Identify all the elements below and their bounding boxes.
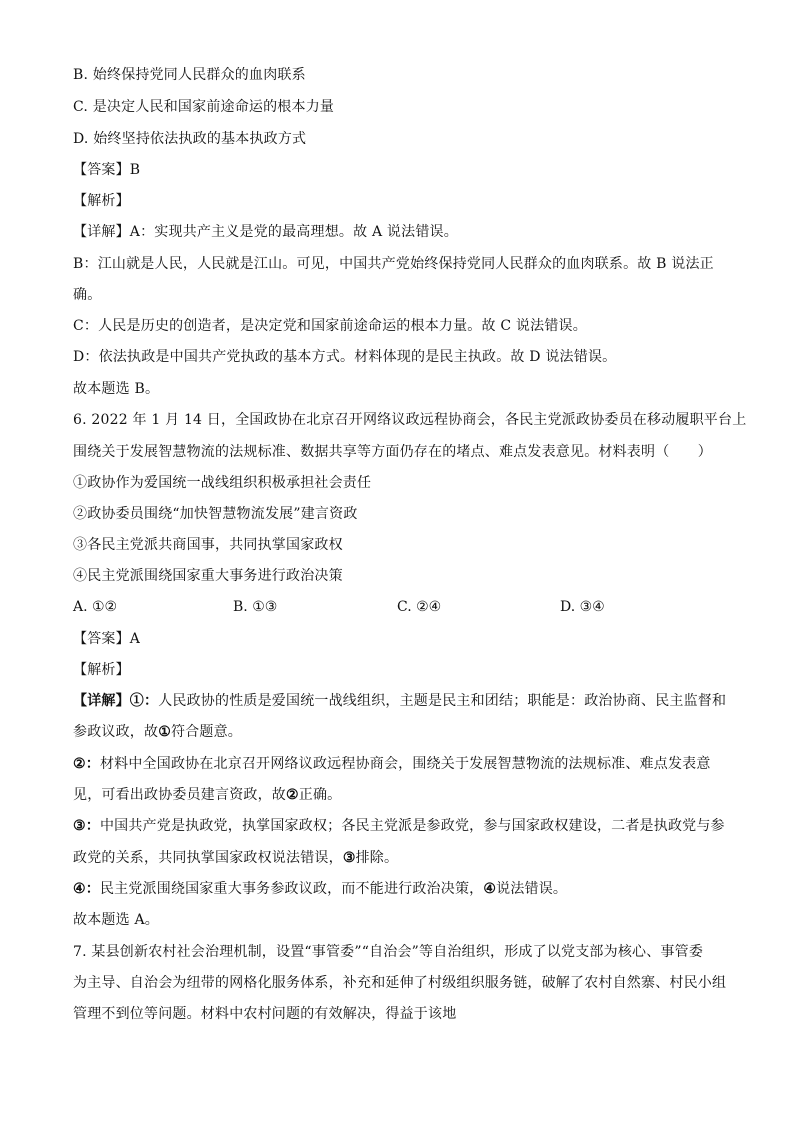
q6-detail-3-text: 中国共产党是执政党，执掌国家政权；各民主党派是参政党，参与国家政权建设，二者是执政党与参: [99, 818, 725, 834]
q6-option-b: B. ①③: [233, 599, 278, 615]
q6-detail-2-text: 材料中全国政协在北京召开网络议政远程协商会，围绕关于发展智慧物流的法规标准、难点发表意: [99, 756, 711, 772]
q6-statement-4: ④民主党派围绕国家重大事务进行政治决策: [73, 568, 343, 584]
q6-detail-2-cont-text: 见，可看出政协委员建言资政，故: [73, 787, 286, 803]
q6-detail-4-end: 说法错误。: [496, 881, 568, 897]
q6-detail-2-cont: [73, 786, 723, 804]
q6-analysis-heading: 【解析】: [73, 662, 130, 678]
q6-conclusion: 故本题选 A。: [73, 912, 159, 928]
q6-detail-2-marker: ②：: [73, 756, 100, 772]
q6-options: [73, 598, 723, 616]
q6-detail-1-cont: [73, 723, 723, 741]
q5-answer: 【答案】B: [73, 162, 141, 178]
q5-detail-c: C：人民是历史的创造者，是决定党和国家前途命运的根本力量。故 C 说法错误。: [73, 318, 587, 334]
q6-detail-3-cont-text: 政党的关系，共同执掌国家政权说法错误，: [73, 850, 343, 866]
q5-conclusion: 故本题选 B。: [73, 381, 160, 397]
q6-detail-3-marker: ③：: [73, 818, 100, 834]
q6-stem-line-2: 围绕关于发展智慧物流的法规标准、数据共享等方面仍存在的堵点、难点发表意见。材料表明（ ）: [73, 444, 712, 460]
q6-detail-3-cont-marker: ③: [342, 850, 356, 866]
q6-detail-4-inline-marker: ④: [483, 881, 497, 897]
q6-stem-line-1: 6. 2022 年 1 月 14 日，全国政协在北京召开网络议政远程协商会，各民主党派政协委员在移动履职平台上: [73, 412, 747, 428]
q6-detail-1-marker: 【详解】①：: [73, 693, 159, 709]
q6-detail-4-text: 民主党派围绕国家重大事务参政议政，而不能进行政治决策，: [99, 881, 484, 897]
q6-option-a: A. ①②: [73, 599, 118, 615]
q6-statement-1: ①政协作为爱国统一战线组织积极承担社会责任: [73, 475, 372, 491]
q7-stem-line-3: 管理不到位等问题。材料中农村问题的有效解决，得益于该地: [73, 1006, 457, 1022]
q6-option-d: D. ③④: [560, 599, 605, 615]
q6-detail-4: [73, 880, 723, 898]
q5-detail-b: B：江山就是人民，人民就是江山。可见，中国共产党始终保持党同人民群众的血肉联系。故 B 说法正: [73, 256, 714, 272]
q6-detail-2-cont-end: 正确。: [298, 787, 342, 803]
q6-detail-4-marker: ④：: [73, 881, 100, 897]
q5-analysis-heading: 【解析】: [73, 193, 130, 209]
q7-stem-line-2: 为主导、自治会为纽带的网格化服务体系，补充和延伸了村级组织服务链，破解了农村自然寨、村民小组: [73, 975, 727, 991]
q6-detail-1-cont-marker: ①: [158, 724, 171, 740]
q6-detail-2: [73, 755, 723, 773]
q6-detail-1-cont-end: 符合题意。: [170, 724, 242, 740]
q6-detail-1-cont-text: 参政议政，故: [73, 724, 159, 740]
q6-detail-3-cont: [73, 849, 723, 867]
q5-detail-b-cont: 确。: [73, 287, 102, 303]
q6-statement-2: ②政协委员围绕“加快智慧物流发展”建言资政: [73, 506, 358, 522]
q5-detail-d: D：依法执政是中国共产党执政的基本方式。材料体现的是民主执政。故 D 说法错误。: [73, 349, 617, 365]
q6-detail-1: [73, 692, 727, 710]
q6-detail-3: [73, 817, 723, 835]
q5-option-c: C. 是决定人民和国家前途命运的根本力量: [73, 99, 335, 115]
q6-detail-3-cont-end: 排除。: [355, 850, 399, 866]
q6-detail-2-cont-marker: ②: [286, 787, 299, 803]
q6-answer: 【答案】A: [73, 631, 141, 647]
q5-option-b: B. 始终保持党同人民群众的血肉联系: [73, 67, 306, 83]
q5-option-d: D. 始终坚持依法执政的基本执政方式: [73, 131, 307, 147]
q7-stem-line-1: 7. 某县创新农村社会治理机制，设置“事管委”“自治会”等自治组织，形成了以党支部为核心、事管委: [73, 944, 704, 960]
q5-detail-a: 【详解】A：实现共产主义是党的最高理想。故 A 说法错误。: [73, 224, 458, 240]
q6-option-c: C. ②④: [397, 599, 442, 615]
q6-detail-1-text: 人民政协的性质是爱国统一战线组织，主题是民主和团结；职能是：政治协商、民主监督和: [158, 693, 727, 709]
q6-statement-3: ③各民主党派共商国事，共同执掌国家政权: [73, 537, 343, 553]
